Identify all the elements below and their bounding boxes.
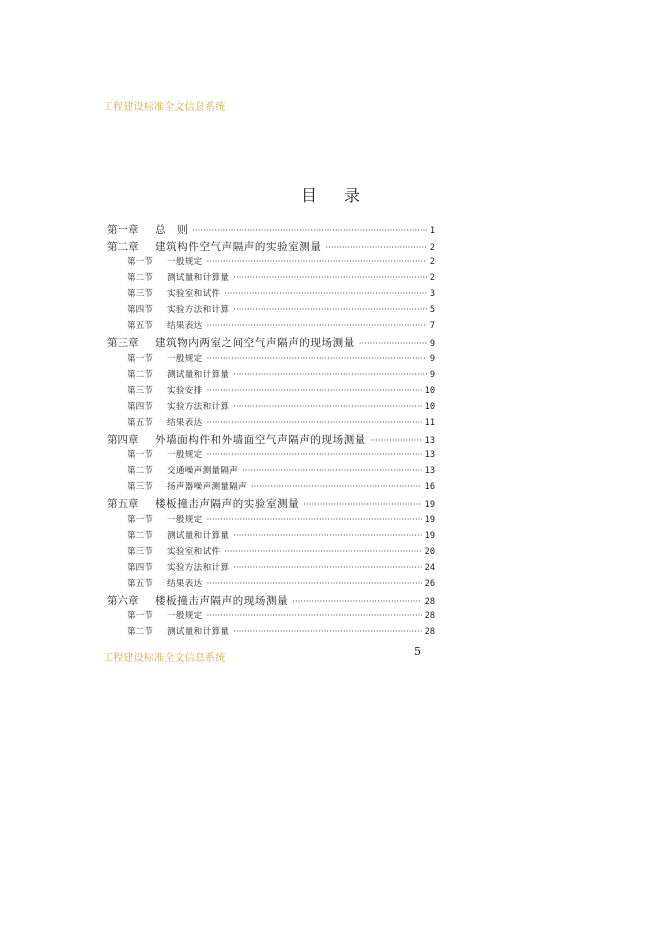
toc-entry-label: 第三节: [127, 289, 153, 299]
toc-entry-title: 楼板撞击声隔声的现场测量: [155, 594, 289, 607]
toc-entry-page: 3: [429, 289, 435, 299]
toc-entry-page: 1: [429, 226, 435, 236]
toc-section-entry[interactable]: [107, 545, 435, 561]
toc-entry-title: 测试量和计算量: [167, 627, 230, 637]
toc-dot-leader: [192, 225, 427, 236]
toc-entry-title: 结果表达: [167, 417, 203, 428]
toc-entry-label: 第二节: [127, 530, 153, 541]
toc-entry-title: 实验方法和计算: [167, 305, 230, 315]
toc-entry-label: 第一节: [127, 353, 153, 364]
toc-entry-page: 2: [429, 257, 435, 267]
toc-entry-title: 楼板撞击声隔声的实验室测量: [155, 498, 300, 510]
toc-entry-title: 实验方法和计算: [167, 562, 230, 573]
toc-dot-leader: [207, 385, 422, 396]
toc-entry-page: 9: [429, 339, 435, 349]
toc-section-entry[interactable]: [107, 529, 435, 545]
toc-entry-title: 建筑物内两室之间空气声隔声的现场测量: [155, 337, 355, 349]
toc-entry-page: 9: [429, 353, 435, 364]
toc-entry-title: 实验室和试件: [167, 289, 221, 299]
toc-entry-title: 实验安排: [167, 385, 203, 396]
toc-entry-title: 测试量和计算量: [167, 273, 230, 283]
toc-entry-title: 结果表达: [167, 578, 203, 589]
toc-entry-page: 2: [429, 273, 435, 283]
toc-entry-title: 测试量和计算量: [167, 369, 230, 380]
toc-dot-leader: [207, 353, 427, 364]
toc-entry-page: 10: [424, 401, 435, 412]
toc-dot-leader: [207, 449, 422, 460]
toc-entry-label: 第五章: [107, 498, 139, 510]
toc-entry-page: 9: [429, 369, 435, 380]
toc-title-char-1: 目: [300, 186, 318, 205]
toc-entry-label: 第五节: [127, 417, 153, 428]
toc-entry-page: 28: [424, 611, 435, 621]
toc-chapter-entry[interactable]: [107, 496, 435, 513]
toc-entry-page: 26: [424, 578, 435, 589]
toc-entry-title: 一般规定: [167, 450, 203, 460]
toc-entry-title: 结果表达: [167, 321, 203, 331]
toc-dot-leader: [292, 596, 421, 607]
toc-entry-label: 第二节: [127, 627, 153, 637]
toc-entry-page: 20: [424, 546, 435, 557]
toc-dot-leader: [207, 256, 427, 267]
toc-dot-leader: [233, 304, 427, 315]
toc-entry-page: 28: [424, 596, 435, 607]
toc-section-entry[interactable]: [107, 400, 435, 416]
toc-entry-label: 第一章: [107, 224, 139, 236]
toc-entry-page: 11: [424, 417, 435, 428]
watermark-top: 工程建设标准全文信息系统: [103, 102, 226, 113]
toc-entry-label: 第四节: [127, 305, 153, 315]
toc-section-entry[interactable]: [107, 287, 435, 303]
toc-entry-page: 13: [424, 466, 435, 476]
toc-entry-label: 第二节: [127, 273, 153, 283]
toc-chapter-entry[interactable]: [107, 222, 435, 239]
toc-dot-leader: [242, 465, 421, 476]
toc-entry-label: 第二章: [107, 240, 139, 253]
toc-entry-label: 第五节: [127, 321, 153, 331]
toc-entry-label: 第一节: [127, 514, 153, 525]
toc-dot-leader: [207, 610, 422, 621]
toc-section-entry[interactable]: [107, 271, 435, 287]
toc-section-entry[interactable]: [107, 577, 435, 593]
toc-dot-leader: [224, 288, 426, 299]
toc-dot-leader: [303, 499, 421, 510]
toc-section-entry[interactable]: [107, 255, 435, 271]
toc-entry-title: 交通噪声测量隔声: [167, 466, 239, 476]
toc-section-entry[interactable]: [107, 416, 435, 432]
toc-dot-leader: [207, 514, 422, 525]
toc-section-entry[interactable]: [107, 480, 435, 496]
toc-entry-title: 扬声器噪声测量隔声: [167, 482, 248, 492]
toc-entry-label: 第一节: [127, 257, 153, 267]
toc-dot-leader: [233, 272, 427, 283]
toc-entry-title: 一般规定: [167, 611, 203, 621]
toc-dot-leader: [370, 435, 422, 446]
toc-entry-page: 28: [424, 627, 435, 637]
toc-section-entry[interactable]: [107, 513, 435, 529]
toc-entry-page: 16: [424, 482, 435, 492]
toc-entry-page: 19: [424, 530, 435, 541]
toc-entry-label: 第一节: [127, 450, 153, 460]
page-number: 5: [414, 645, 421, 658]
toc-entry-title: 总 则: [155, 224, 189, 236]
toc-chapter-entry[interactable]: [107, 593, 435, 610]
toc-title: [0, 183, 662, 206]
toc-chapter-entry[interactable]: [107, 239, 435, 256]
toc-dot-leader: [233, 530, 421, 541]
toc-entry-page: 24: [424, 562, 435, 573]
toc-dot-leader: [233, 626, 421, 637]
toc-entry-label: 第五节: [127, 578, 153, 589]
toc-section-entry[interactable]: [107, 303, 435, 319]
toc-dot-leader: [207, 320, 427, 331]
toc-chapter-entry[interactable]: [107, 432, 435, 449]
toc-section-entry[interactable]: [107, 625, 435, 641]
toc-entry-label: 第三章: [107, 337, 139, 349]
toc-dot-leader: [233, 562, 421, 573]
table-of-contents: [107, 222, 435, 641]
toc-section-entry[interactable]: [107, 352, 435, 368]
toc-dot-leader: [233, 401, 421, 412]
toc-entry-page: 13: [424, 450, 435, 460]
toc-dot-leader: [359, 338, 427, 349]
toc-entry-label: 第三节: [127, 482, 153, 492]
toc-entry-title: 测试量和计算量: [167, 530, 230, 541]
toc-entry-title: 外墙面构件和外墙面空气声隔声的现场测量: [155, 433, 366, 446]
toc-section-entry[interactable]: [107, 609, 435, 625]
toc-entry-title: 实验方法和计算: [167, 401, 230, 412]
toc-entry-label: 第三节: [127, 385, 153, 396]
toc-section-entry[interactable]: [107, 384, 435, 400]
toc-entry-label: 第二节: [127, 369, 153, 380]
toc-entry-label: 第六章: [107, 594, 139, 607]
toc-entry-page: 19: [424, 500, 435, 510]
toc-entry-page: 5: [429, 305, 435, 315]
toc-dot-leader: [207, 578, 422, 589]
toc-entry-title: 一般规定: [167, 514, 203, 525]
toc-entry-title: 一般规定: [167, 257, 203, 267]
toc-dot-leader: [224, 546, 421, 557]
toc-entry-page: 19: [424, 514, 435, 525]
toc-dot-leader: [207, 417, 422, 428]
toc-entry-title: 实验室和试件: [167, 546, 221, 557]
toc-entry-label: 第二节: [127, 466, 153, 476]
toc-entry-title: 建筑构件空气声隔声的实验室测量: [155, 240, 322, 253]
toc-entry-label: 第三节: [127, 546, 153, 557]
toc-entry-label: 第四节: [127, 562, 153, 573]
toc-entry-page: 7: [429, 321, 435, 331]
toc-chapter-entry[interactable]: [107, 335, 435, 352]
toc-section-entry[interactable]: [107, 464, 435, 480]
toc-entry-label: 第一节: [127, 611, 153, 621]
toc-dot-leader: [326, 242, 427, 253]
watermark-bottom: 工程建设标准全文信息系统: [103, 653, 226, 664]
toc-section-entry[interactable]: [107, 448, 435, 464]
toc-dot-leader: [251, 481, 422, 492]
toc-section-entry[interactable]: [107, 319, 435, 335]
toc-entry-label: 第四章: [107, 433, 139, 446]
toc-entry-page: 10: [424, 385, 435, 396]
toc-entry-title: 一般规定: [167, 353, 203, 364]
toc-section-entry[interactable]: [107, 561, 435, 577]
toc-entry-label: 第四节: [127, 401, 153, 412]
toc-dot-leader: [233, 369, 427, 380]
toc-entry-page: 2: [429, 242, 435, 253]
toc-title-char-2: 录: [344, 186, 362, 205]
toc-entry-page: 13: [424, 435, 435, 446]
toc-section-entry[interactable]: [107, 368, 435, 384]
